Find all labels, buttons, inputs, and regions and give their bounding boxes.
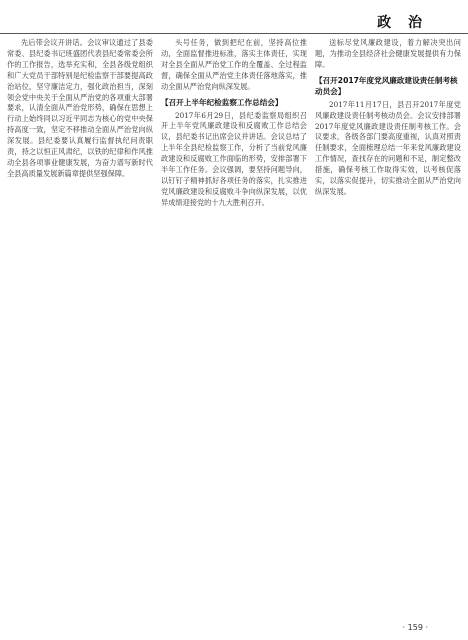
paragraph: 送标尽党风廉政建设，着力解决突出问题，为推动全县经济社会健康发展提供有力保障。 [315, 38, 461, 69]
paragraph: 先后带会议开讲话。会议审议通过了县委常委、县纪委书记班盛团代表县纪委常委会所作的工作报告，选举充实和，全县各级党组织和广大党员干部特别是纪检监察干部要提高政治站位，坚守廉洁定力，强化政治担当，深刻领会党中央关于全面从严治党的各项重大部署要求，认清全面从严治党形势，确保在思想上行动上始终同以习近平同志为核心的党中央保持高度一致，坚定不移推动全面从严治党向纵深发展。县纪委要认真履行监督执纪问责职责，持之以恒正风肃纪，以铁的纪律和作风推动全县各项事业健康发展，为奋力谱写新时代全县高质量发展新篇章提供坚强保障。 [7, 38, 153, 178]
page-header [0, 0, 468, 32]
column-1 [7, 38, 153, 618]
section-heading: 【召开2017年度党风廉政建设责任制考核动员会】 [315, 75, 458, 96]
column-2 [161, 38, 307, 618]
section-title: 政 治 [377, 15, 428, 31]
section-heading: 【召开上半年纪检监察工作总结会】 [161, 97, 283, 107]
page-number: · 159 · [402, 623, 428, 632]
article-columns [7, 38, 461, 618]
paragraph: 2017年11月17日，县召开2017年度党风廉政建设责任制考核动员会。会议安排部署2017年度党风廉政建设责任制考核工作。会议要求，各级各部门要高度重视，认真对照责任制要求，全面梳理总结一年来党风廉政建设工作情况，查找存在的问题和不足，制定整改措施，确保考核工作取得实效，以考核促落实，以落实促提升，切实推动全面从严治党向纵深发展。 [315, 99, 461, 196]
header-divider [0, 33, 468, 34]
column-3 [315, 38, 461, 618]
paragraph: 头号任务，做到把纪在前，坚持高位推动，全面监督推进标准，落实主体责任，实现对全县全面从严治党工作的全覆盖、全过程监督，确保全面从严治党主体责任落地落实，推动全面从严治党向纵深发展。 [161, 38, 307, 91]
paragraph: 2017年6月29日，县纪委监察局组织召开上半年党风廉政建设和反腐败工作总结会议，县纪委书记出席会议并讲话。会议总结了上半年全县纪检监察工作，分析了当前党风廉政建设和反腐败工作面临的形势，安排部署下半年工作任务。会议强调，要坚持问题导向，以钉钉子精神抓好各项任务的落实，扎实推进党风廉政建设和反腐败斗争向纵深发展，以优异成绩迎接党的十九大胜利召开。 [161, 110, 307, 207]
